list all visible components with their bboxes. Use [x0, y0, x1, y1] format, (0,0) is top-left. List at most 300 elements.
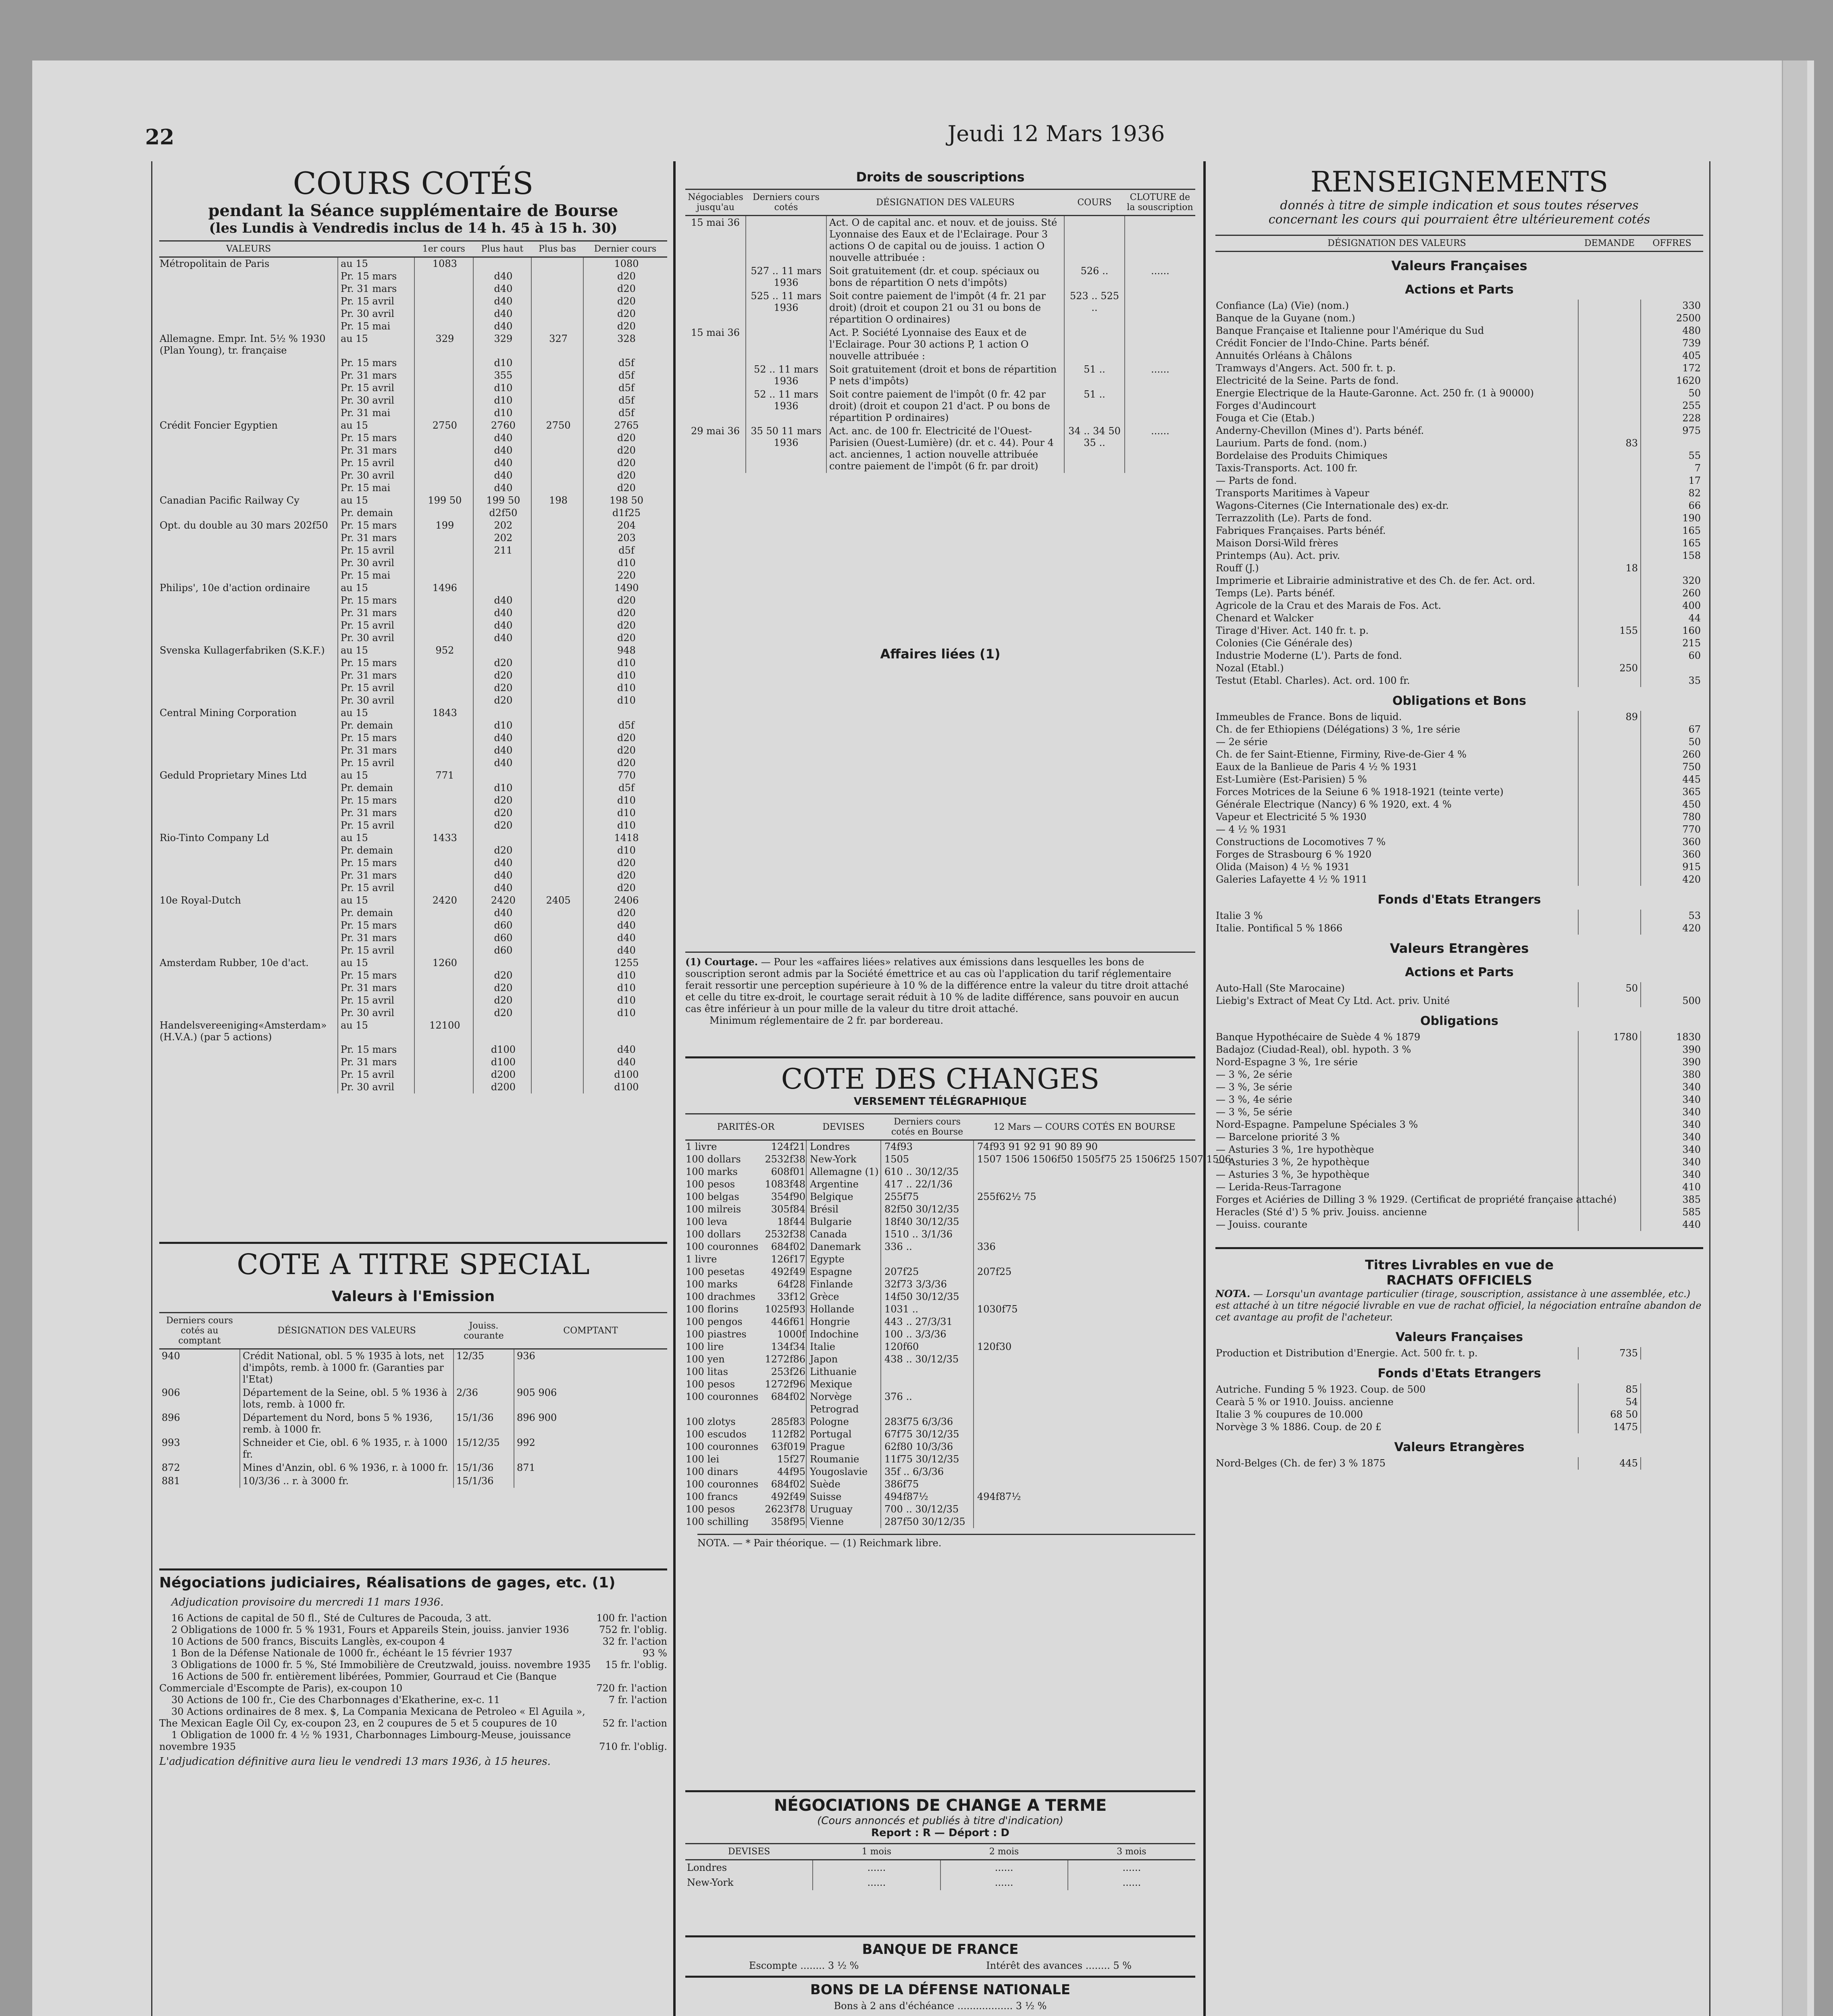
parite-value: 15f27 — [777, 1454, 805, 1465]
cours-row — [159, 644, 667, 657]
cours-cell — [414, 469, 473, 482]
cours-cell: d20 — [583, 619, 667, 632]
parite-unit: 1 livre — [686, 1141, 717, 1152]
cours-cell: au 15 — [338, 419, 414, 432]
renseignement-demande — [1578, 575, 1641, 587]
cours-cell — [414, 757, 473, 769]
cours-cell: d10 — [583, 669, 667, 682]
cours-cell — [531, 444, 583, 457]
cours-cell: d5f — [583, 719, 667, 732]
renseignement-valeur: Nord-Espagne 3 %, 1re série — [1216, 1056, 1358, 1068]
cours-cell: Pr. 30 avril — [338, 308, 414, 320]
cours-cell — [414, 594, 473, 607]
cours-cell — [531, 582, 583, 594]
cours-cell: d100 — [473, 1043, 531, 1056]
renseignement-offre: 50 — [1641, 387, 1703, 400]
changes-devise: Hongrie — [806, 1316, 881, 1328]
cours-row — [159, 944, 667, 957]
section-subtitle-row — [1215, 886, 1703, 910]
droits-row — [685, 216, 1195, 265]
cours-cell — [414, 844, 473, 857]
renseignement-demande — [1578, 587, 1641, 600]
renseignement-row — [1215, 362, 1703, 375]
cours-cell — [414, 457, 473, 469]
cours-valeur — [159, 657, 338, 669]
droits-cell: Soit contre paiement de l'impôt (4 fr. 21 par droit) (droit et coupon 21 ou 31 ou bons de répartition O ordinaires) — [826, 289, 1064, 326]
cours-cell: d40 — [583, 1043, 667, 1056]
parite-unit: 1 livre — [686, 1254, 717, 1265]
cours-cell: Pr. 31 mars — [338, 532, 414, 544]
droits-cell: 526 .. — [1064, 264, 1125, 289]
parite-value: 1272f96 — [765, 1379, 805, 1390]
renseignement-offre: 165 — [1641, 525, 1703, 537]
renseignement-valeur: Tirage d'Hiver. Act. 140 fr. t. p. — [1216, 625, 1369, 636]
droits-row — [685, 264, 1195, 289]
cours-valeur — [159, 932, 338, 944]
parite-unit: 100 florins — [686, 1304, 739, 1315]
cours-cell — [414, 682, 473, 694]
changes-devise: New-York — [806, 1153, 881, 1166]
courtage-label: (1) Courtage. — [685, 956, 758, 968]
renseignement-row — [1215, 537, 1703, 550]
changes-devise: Brésil — [806, 1203, 881, 1216]
renseignement-row — [1215, 1056, 1703, 1068]
cours-cell: d40 — [583, 944, 667, 957]
cours-row — [159, 1068, 667, 1081]
cours-cell: au 15 — [338, 957, 414, 969]
renseignement-valeur: Badajoz (Ciudad-Real), obl. hypoth. 3 % — [1216, 1044, 1411, 1055]
cours-cell: d40 — [473, 857, 531, 869]
renseignement-demande — [1578, 748, 1641, 761]
negociation-price: 93 % — [643, 1647, 667, 1659]
changes-dernier: 18f40 30/12/35 — [881, 1216, 974, 1228]
droits-cell — [685, 264, 746, 289]
cours-valeur — [159, 794, 338, 807]
cours-cell: 198 50 — [583, 494, 667, 507]
negociation-text: 1 Obligation de 1000 fr. 4 ½ % 1931, Charbonnages Limbourg-Meuse, jouissance novembre 1935 — [159, 1729, 571, 1752]
renseignements-sub2: concernant les cours qui pourraient être ultérieurement cotés — [1268, 212, 1650, 227]
renseignement-offre: 172 — [1641, 362, 1703, 375]
renseignement-demande: 85 — [1578, 1383, 1641, 1396]
cours-cell — [414, 744, 473, 757]
renseignement-valeur: Maison Dorsi-Wild frères — [1216, 537, 1338, 549]
cours-row — [159, 320, 667, 333]
terme-cell: Londres — [687, 1862, 727, 1873]
cours-valeur — [159, 619, 338, 632]
cours-cell: Pr. demain — [338, 507, 414, 519]
droits-cell: 52 .. 11 mars 1936 — [746, 363, 826, 388]
cours-cell: Pr. 30 avril — [338, 1081, 414, 1093]
renseignement-valeur: Laurium. Parts de fond. (nom.) — [1216, 437, 1367, 449]
changes-subtitle: VERSEMENT TÉLÉGRAPHIQUE — [853, 1095, 1027, 1108]
renseignement-offre — [1641, 1457, 1703, 1470]
cours-row — [159, 694, 667, 707]
renseignement-row — [1215, 500, 1703, 512]
cours-cell: Pr. 15 avril — [338, 944, 414, 957]
changes-devise: Roumanie — [806, 1453, 881, 1466]
droits-header: DÉSIGNATION DES VALEURS — [826, 190, 1064, 216]
changes-parite — [685, 1491, 806, 1503]
renseignement-valeur: Fouga et Cie (Etab.) — [1216, 412, 1315, 424]
cours-cell — [414, 308, 473, 320]
droits-cell — [1125, 289, 1195, 326]
droits-header: Derniers cours cotés — [746, 190, 826, 216]
cours-valeur: Opt. du double au 30 mars 202f50 — [160, 520, 328, 531]
droits-row — [685, 289, 1195, 326]
cours-row — [159, 794, 667, 807]
changes-parite — [685, 1441, 806, 1453]
renseignement-offre: 420 — [1641, 922, 1703, 935]
renseignement-valeur: Nord-Belges (Ch. de fer) 3 % 1875 — [1216, 1458, 1386, 1469]
cours-cell — [414, 919, 473, 932]
parite-value: 285f83 — [771, 1416, 805, 1427]
cours-cell: 1490 — [583, 582, 667, 594]
renseignement-demande — [1578, 1168, 1641, 1181]
renseignement-valeur: Production et Distribution d'Energie. Act. 500 fr. t. p. — [1216, 1347, 1478, 1359]
cours-cell: d20 — [583, 607, 667, 619]
cours-cell — [414, 407, 473, 419]
renseignement-demande: 1475 — [1578, 1421, 1641, 1433]
cours-cell: d60 — [473, 919, 531, 932]
cours-cell — [531, 407, 583, 419]
cours-row — [159, 719, 667, 732]
cours-cell — [414, 732, 473, 744]
droits-row — [685, 388, 1195, 425]
changes-cours — [974, 1428, 1195, 1441]
renseignement-offre: 340 — [1641, 1118, 1703, 1131]
cours-valeur — [159, 569, 338, 582]
cours-cell — [414, 382, 473, 394]
changes-devise: Finlande — [806, 1278, 881, 1291]
cours-valeur: Rio-Tinto Company Ld — [160, 832, 269, 843]
special-cell: 15/1/36 — [454, 1475, 514, 1488]
renseignement-demande — [1578, 723, 1641, 736]
cours-cell: d10 — [583, 682, 667, 694]
parite-value: 33f12 — [777, 1291, 805, 1302]
terme-cell: ...... — [813, 1875, 940, 1890]
cours-valeur — [159, 532, 338, 544]
cours-cell — [531, 557, 583, 569]
cours-cell: d40 — [473, 744, 531, 757]
cours-cell: d5f — [583, 544, 667, 557]
droits-cell: 15 mai 36 — [691, 217, 740, 228]
cours-cell: Pr. 31 mars — [338, 369, 414, 382]
renseignement-row — [1215, 711, 1703, 723]
changes-parite — [685, 1216, 806, 1228]
cours-valeur — [159, 869, 338, 882]
cours-cell — [531, 944, 583, 957]
cours-cell — [414, 295, 473, 308]
changes-nota: NOTA. — * Pair théorique. — (1) Reichmark libre. — [697, 1534, 1195, 1549]
renseignement-offre: 340 — [1641, 1143, 1703, 1156]
special-header: Jouiss. courante — [454, 1313, 514, 1349]
cours-cell: au 15 — [338, 644, 414, 657]
changes-parite — [685, 1140, 806, 1154]
renseignement-offre: 190 — [1641, 512, 1703, 525]
cours-row — [159, 932, 667, 944]
cours-cell: d40 — [473, 482, 531, 494]
cours-cell: 12100 — [414, 1019, 473, 1043]
terme-header: 2 mois — [940, 1844, 1068, 1860]
cours-cell — [473, 832, 531, 844]
cours-cell — [531, 857, 583, 869]
renseignement-row — [1215, 848, 1703, 861]
cours-cell: d20 — [583, 320, 667, 333]
special-row — [159, 1475, 667, 1488]
cours-cell — [531, 619, 583, 632]
banque-title: BANQUE DE FRANCE — [862, 1941, 1019, 1958]
cours-cell: d5f — [583, 369, 667, 382]
changes-devise: Londres — [806, 1140, 881, 1154]
renseignement-valeur: Banque de la Guyane (nom.) — [1216, 312, 1355, 324]
section-subtitle: Obligations et Bons — [1392, 694, 1526, 708]
renseignement-demande — [1578, 1218, 1641, 1231]
avances-value: 5 % — [1113, 1960, 1132, 1971]
changes-devise: Allemagne (1) — [806, 1166, 881, 1178]
changes-devise: Japon — [806, 1353, 881, 1366]
renseignement-valeur: Italie 3 % coupures de 10.000 — [1216, 1409, 1363, 1420]
cours-cell — [531, 320, 583, 333]
parite-value: 1272f86 — [765, 1354, 805, 1365]
cours-header — [338, 241, 414, 257]
cours-cell — [531, 757, 583, 769]
renseignement-offre: 215 — [1641, 637, 1703, 650]
cours-cell: d40 — [473, 283, 531, 295]
droits-cell: Soit gratuitement (dr. et coup. spéciaux ou bons de répartition O nets d'impôts) — [826, 264, 1064, 289]
changes-cours: 494f87½ — [974, 1491, 1195, 1503]
changes-parite — [685, 1191, 806, 1203]
cours-subtitle: pendant la Séance supplémentaire de Bourse — [208, 201, 618, 220]
special-cell: 12/35 — [454, 1349, 514, 1387]
changes-parite — [685, 1366, 806, 1378]
renseignement-row — [1215, 910, 1703, 922]
droits-cell: 527 .. 11 mars 1936 — [746, 264, 826, 289]
renseignement-demande — [1578, 525, 1641, 537]
cours-cell — [414, 444, 473, 457]
parite-value: 1083f48 — [765, 1179, 805, 1190]
renseignement-row — [1215, 437, 1703, 450]
renseignement-offre: 340 — [1641, 1106, 1703, 1118]
cours-cell — [531, 519, 583, 532]
cours-cell — [531, 782, 583, 794]
parite-unit: 100 lire — [686, 1341, 724, 1352]
renseignement-valeur: Fabriques Françaises. Parts bénéf. — [1216, 525, 1386, 536]
changes-cours: 74f93 91 92 91 90 89 90 — [974, 1140, 1195, 1154]
cours-cell: Pr. 15 avril — [338, 544, 414, 557]
section-subtitle-row — [1215, 958, 1703, 982]
courtage-minimum: Minimum réglementaire de 2 fr. par bordereau. — [709, 1015, 944, 1026]
negociation-text: 2 Obligations de 1000 fr. 5 % 1931, Fours et Appareils Stein, jouiss. janvier 1936 — [171, 1624, 569, 1635]
negociation-item — [159, 1647, 667, 1659]
cours-cell: Pr. 15 mars — [338, 857, 414, 869]
negociation-item — [159, 1706, 667, 1729]
cours-cell: d40 — [473, 882, 531, 894]
parite-value: 684f02 — [771, 1479, 805, 1490]
cours-cell — [414, 669, 473, 682]
cours-cell: Pr. 15 avril — [338, 994, 414, 1007]
renseignement-valeur: Forces Motrices de la Seiune 6 % 1918-1921 (teinte verte) — [1216, 786, 1504, 798]
renseignement-demande — [1578, 1081, 1641, 1093]
parite-unit: 100 pesos — [686, 1504, 735, 1515]
cours-cell — [473, 582, 531, 594]
changes-dernier: 1031 .. — [881, 1303, 974, 1316]
cours-valeur — [159, 308, 338, 320]
renseignement-valeur: Imprimerie et Librairie administrative et des Ch. de fer. Act. ord. — [1216, 575, 1535, 586]
cours-cell — [531, 832, 583, 844]
changes-parite — [685, 1278, 806, 1291]
changes-dernier: 1510 .. 3/1/36 — [881, 1228, 974, 1241]
changes-parite — [685, 1503, 806, 1516]
cours-cell — [414, 819, 473, 832]
changes-row — [685, 1353, 1195, 1366]
cours-cell: 2420 — [414, 894, 473, 907]
renseignement-row — [1215, 761, 1703, 773]
renseignement-demande: 18 — [1578, 562, 1641, 575]
changes-devise: Hollande — [806, 1303, 881, 1316]
cours-cell — [583, 1019, 667, 1043]
cours-valeur — [159, 444, 338, 457]
cours-cell — [414, 982, 473, 994]
cours-cell: Pr. 15 mai — [338, 569, 414, 582]
renseignement-valeur: Olida (Maison) 4 ½ % 1931 — [1216, 861, 1350, 873]
changes-devise: Suisse — [806, 1491, 881, 1503]
parite-unit: 100 francs — [686, 1491, 738, 1502]
cours-cell: Pr. 31 mars — [338, 807, 414, 819]
cours-cell: 198 — [531, 494, 583, 507]
cours-row — [159, 1081, 667, 1093]
cours-valeur — [159, 1043, 338, 1056]
renseignement-demande — [1578, 387, 1641, 400]
renseignement-valeur: Bordelaise des Produits Chimiques — [1216, 450, 1388, 461]
cours-valeur — [159, 682, 338, 694]
renseignement-demande — [1578, 475, 1641, 487]
cours-cell — [414, 932, 473, 944]
renseignement-offre: 160 — [1641, 625, 1703, 637]
cours-cell — [531, 869, 583, 882]
parite-value: 124f21 — [771, 1141, 805, 1152]
cours-valeur — [159, 782, 338, 794]
cours-cell: Pr. 15 avril — [338, 682, 414, 694]
changes-cours: 255f62½ 75 — [974, 1191, 1195, 1203]
changes-devise: Canada — [806, 1228, 881, 1241]
renseignement-row — [1215, 982, 1703, 995]
cours-row — [159, 707, 667, 719]
special-cell: Mines d'Anzin, obl. 6 % 1936, r. à 1000 fr. — [240, 1461, 454, 1475]
parite-unit: 100 couronnes — [686, 1479, 759, 1490]
cours-cell — [531, 957, 583, 969]
special-row — [159, 1349, 667, 1387]
changes-cours: 1507 1506 1506f50 1505f75 25 1506f25 1507 1506 — [974, 1153, 1195, 1166]
parite-value: 305f84 — [771, 1204, 805, 1215]
changes-dernier: 14f50 30/12/35 — [881, 1291, 974, 1303]
parite-value: 134f34 — [771, 1341, 805, 1352]
changes-row — [685, 1491, 1195, 1503]
changes-devise: Danemark — [806, 1241, 881, 1253]
renseignement-row — [1215, 1043, 1703, 1056]
cours-cell: d5f — [583, 382, 667, 394]
cours-cell: d40 — [473, 907, 531, 919]
parite-unit: 100 pesos — [686, 1379, 735, 1390]
cours-cell: Pr. 15 avril — [338, 382, 414, 394]
renseignement-valeur: — 3 %, 4e série — [1216, 1094, 1292, 1105]
renseignements-header: DÉSIGNATION DES VALEURS — [1215, 235, 1578, 252]
section-subtitle: Actions et Parts — [1405, 283, 1514, 297]
special-cell: 936 — [514, 1349, 667, 1387]
cours-cell — [531, 1007, 583, 1019]
renseignement-demande — [1578, 736, 1641, 748]
cours-valeur — [159, 694, 338, 707]
changes-title: COTE DES CHANGES — [781, 1062, 1100, 1095]
changes-row — [685, 1140, 1195, 1154]
renseignement-valeur: Electricité de la Seine. Parts de fond. — [1216, 375, 1399, 386]
cours-cell — [531, 744, 583, 757]
renseignement-offre: 60 — [1641, 650, 1703, 662]
cours-cell — [531, 732, 583, 744]
cours-cell: d60 — [473, 932, 531, 944]
cours-cell — [414, 482, 473, 494]
renseignement-valeur: Agricole de la Crau et des Marais de Fos. Act. — [1216, 600, 1442, 611]
parite-unit: 100 drachmes — [686, 1291, 755, 1302]
cours-cell: d10 — [583, 557, 667, 569]
renseignements-sub1: donnés à titre de simple indication et sous toutes réserves — [1280, 198, 1639, 212]
next-page-edge — [1782, 60, 1807, 2016]
renseignement-valeur: Vapeur et Electricité 5 % 1930 — [1216, 811, 1367, 823]
special-cell: 993 — [162, 1437, 180, 1448]
section-subtitle: Obligations — [1420, 1014, 1498, 1028]
cours-valeur — [159, 744, 338, 757]
droits-cell — [746, 326, 826, 363]
cours-cell: 770 — [583, 769, 667, 782]
parite-value: 608f01 — [771, 1166, 805, 1177]
cours-cell — [531, 357, 583, 369]
escompte-value: 3 ½ % — [828, 1960, 859, 1971]
cours-cell — [531, 1019, 583, 1043]
cours-cell — [473, 569, 531, 582]
cours-row — [159, 869, 667, 882]
droits-cell — [1064, 326, 1125, 363]
cours-row — [159, 382, 667, 394]
changes-devise: Norvège — [806, 1391, 881, 1403]
cours-cell — [531, 807, 583, 819]
cours-header: Plus haut — [473, 241, 531, 257]
changes-row — [685, 1416, 1195, 1428]
droits-section — [685, 169, 1195, 1056]
cours-cell: d20 — [583, 744, 667, 757]
changes-dernier: 11f75 30/12/35 — [881, 1453, 974, 1466]
cours-cell — [414, 283, 473, 295]
negociation-item — [159, 1729, 667, 1753]
special-cell: Département du Nord, bons 5 % 1936, remb. à 1000 fr. — [240, 1411, 454, 1436]
cours-row — [159, 832, 667, 844]
negociation-price: 15 fr. l'oblig. — [605, 1659, 667, 1670]
cours-row — [159, 807, 667, 819]
renseignement-row — [1215, 312, 1703, 325]
terme-cell: ...... — [940, 1860, 1068, 1876]
negociation-text: 30 Actions de 100 fr., Cie des Charbonnages d'Ekatherine, ex-c. 11 — [171, 1694, 500, 1706]
renseignement-row — [1215, 1156, 1703, 1168]
negociation-price: 720 fr. l'action — [596, 1683, 667, 1694]
cours-row — [159, 669, 667, 682]
changes-dernier: 494f87½ — [881, 1491, 974, 1503]
cours-cell: 202 — [473, 519, 531, 532]
droits-cell: Act. P. Société Lyonnaise des Eaux et de l'Eclairage. Pour 30 actions P, 1 action O nouvelle attribuée : — [826, 326, 1064, 363]
column-rule-2 — [1203, 161, 1206, 2016]
parite-unit: 100 litas — [686, 1366, 728, 1377]
cours-cell: d20 — [473, 819, 531, 832]
cours-cell — [414, 657, 473, 669]
cours-cell — [531, 644, 583, 657]
changes-devise: Suède — [806, 1478, 881, 1491]
